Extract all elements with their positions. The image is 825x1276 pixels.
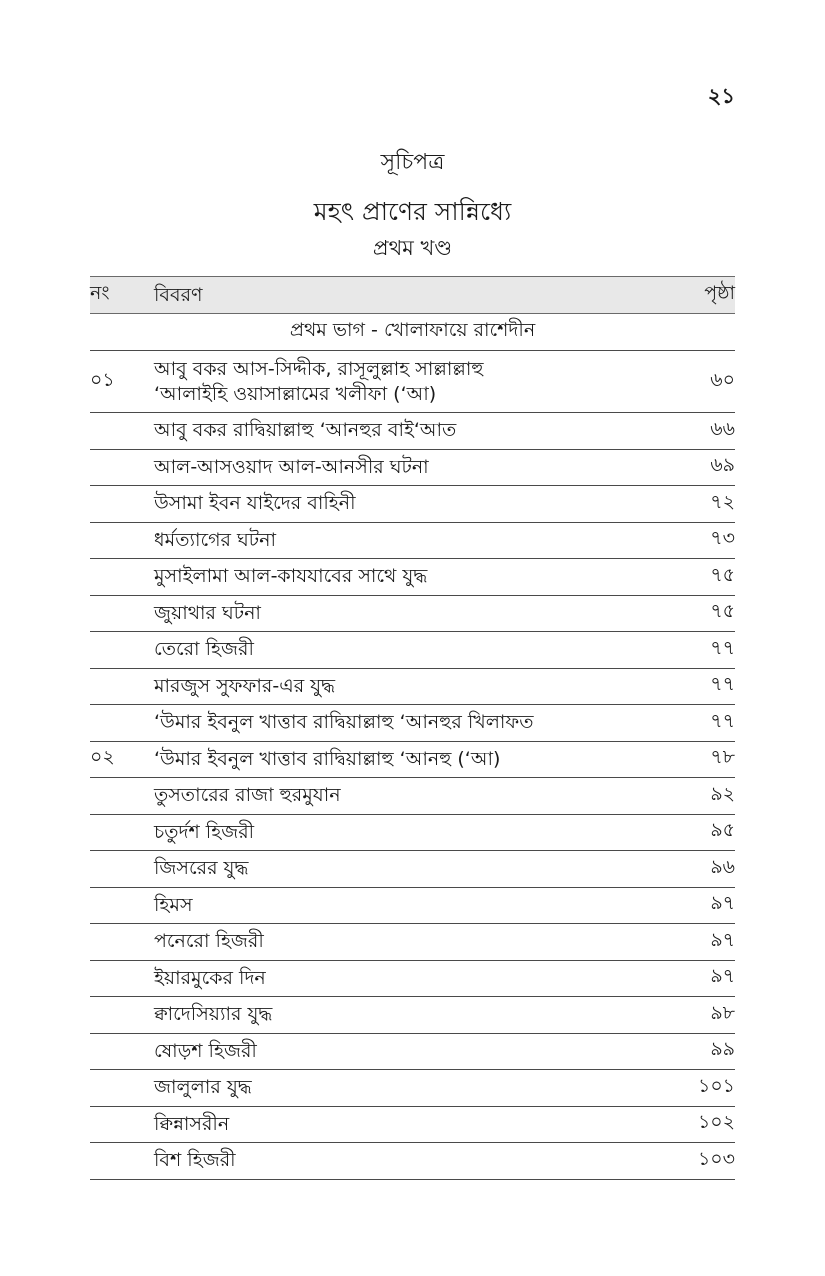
entry-title-cell — [146, 351, 655, 413]
entry-number — [90, 924, 146, 961]
entry-page-number: ৭৫ — [710, 563, 735, 586]
table-row — [90, 449, 735, 486]
entry-title-cell — [146, 559, 655, 596]
entry-page-number: ৬৯ — [710, 454, 735, 477]
table-row — [90, 413, 735, 450]
entry-title[interactable]: চতুর্দশ হিজরী — [154, 820, 255, 843]
entry-title[interactable]: আবু বকর আস-সিদ্দীক, রাসূলুল্লাহ সাল্লাল্লাহু ‘আলাইহি ওয়াসাল্লামের খলীফা (‘আ) — [154, 357, 484, 405]
section-title: প্রথম ভাগ - খোলাফায়ে রাশেদীন — [289, 319, 536, 341]
entry-page-number: ৯৮ — [710, 1001, 735, 1024]
column-header-page: পৃষ্ঠা — [704, 282, 735, 304]
column-header-description — [146, 277, 655, 314]
entry-page-number: ৭৫ — [710, 600, 735, 623]
table-row — [90, 522, 735, 559]
entry-title[interactable]: মারজুস সুফফার-এর যুদ্ধ — [154, 674, 336, 697]
entry-page-number: ৬৬ — [710, 417, 735, 440]
table-body — [90, 314, 735, 1180]
table-row — [90, 1070, 735, 1107]
entry-title[interactable]: তেরো হিজরী — [154, 638, 254, 661]
entry-page-number: ১০২ — [697, 1111, 735, 1134]
entry-page-number: ৯৭ — [710, 965, 735, 988]
entry-title[interactable]: হিমস — [154, 893, 193, 916]
table-row — [90, 851, 735, 888]
entry-number — [90, 668, 146, 705]
entry-title[interactable]: তুসতারের রাজা হুরমুযান — [154, 784, 341, 807]
table-row — [90, 351, 735, 413]
entry-title[interactable]: জুয়াথার ঘটনা — [154, 601, 261, 624]
entry-title-cell — [146, 778, 655, 815]
entry-number — [90, 632, 146, 669]
entry-number — [90, 778, 146, 815]
entry-page-number: ৯৫ — [710, 819, 735, 842]
entry-title-cell — [146, 1143, 655, 1180]
entry-page-number: ১০৩ — [697, 1147, 735, 1170]
entry-title[interactable]: ষোড়শ হিজরী — [154, 1039, 257, 1062]
entry-title[interactable]: জিসরের যুদ্ধ — [154, 857, 249, 880]
entry-number — [90, 1106, 146, 1143]
entry-title-cell — [146, 960, 655, 997]
table-row — [90, 997, 735, 1034]
entry-title[interactable]: মুসাইলামা আল-কাযযাবের সাথে যুদ্ধ — [154, 565, 428, 588]
table-row — [90, 1033, 735, 1070]
volume-title: প্রথম খণ্ড — [372, 236, 453, 260]
entry-page-number: ৭৮ — [710, 746, 735, 769]
entry-number — [90, 851, 146, 888]
entry-title-cell — [146, 595, 655, 632]
toc-heading: সূচিপত্র — [380, 150, 445, 175]
entry-page-number: ৭৭ — [710, 673, 735, 696]
table-row — [90, 632, 735, 669]
entry-title[interactable]: ক্বাদেসিয়্যার যুদ্ধ — [154, 1003, 273, 1026]
column-header-number: নং — [90, 282, 110, 304]
entry-title-cell — [146, 851, 655, 888]
table-row — [90, 595, 735, 632]
entry-title[interactable]: আল-আসওয়াদ আল-আনসীর ঘটনা — [154, 455, 429, 478]
entry-title-cell — [146, 997, 655, 1034]
entry-number — [90, 522, 146, 559]
entry-title-cell — [146, 741, 655, 778]
entry-title-cell — [146, 1106, 655, 1143]
entry-title-cell — [146, 924, 655, 961]
entry-page-number: ৭৭ — [710, 709, 735, 732]
entry-number — [90, 887, 146, 924]
column-header-description-label: বিবরণ — [154, 283, 203, 306]
table-row — [90, 1143, 735, 1180]
entry-title[interactable]: বিশ হিজরী — [154, 1149, 236, 1172]
table-row — [90, 486, 735, 523]
entry-page-number: ৯৭ — [710, 928, 735, 951]
table-header-row — [90, 277, 735, 314]
table-row — [90, 1106, 735, 1143]
entry-number — [90, 449, 146, 486]
entry-page-number: ১০১ — [697, 1074, 735, 1097]
entry-number — [90, 960, 146, 997]
table-row — [90, 887, 735, 924]
table-row — [90, 814, 735, 851]
toc-table — [90, 276, 735, 1180]
entry-title[interactable]: ‘উমার ইবনুল খাত্তাব রাদ্বিয়াল্লাহু ‘আনহুর খিলাফত — [154, 711, 534, 734]
entry-number: ০২ — [90, 746, 115, 769]
entry-number — [90, 595, 146, 632]
table-row — [90, 668, 735, 705]
entry-number — [90, 1070, 146, 1107]
entry-title-cell — [146, 1033, 655, 1070]
book-title: মহৎ প্রাণের সান্নিধ্যে — [313, 197, 512, 226]
entry-number — [90, 1033, 146, 1070]
entry-title-cell — [146, 449, 655, 486]
table-row — [90, 741, 735, 778]
entry-page-number: ৭৭ — [710, 636, 735, 659]
entry-number — [90, 1143, 146, 1180]
entry-number — [90, 559, 146, 596]
entry-number: ০১ — [90, 368, 115, 391]
entry-title-cell — [146, 887, 655, 924]
table-row — [90, 705, 735, 742]
entry-title[interactable]: ক্বিন্নাসরীন — [154, 1112, 230, 1135]
page-number: ২১ — [707, 84, 735, 108]
entry-title[interactable]: জালুলার যুদ্ধ — [154, 1076, 252, 1099]
entry-number — [90, 413, 146, 450]
table-row — [90, 778, 735, 815]
entry-page-number: ৯৭ — [710, 892, 735, 915]
entry-number — [90, 814, 146, 851]
entry-title-cell — [146, 522, 655, 559]
section-row — [90, 314, 735, 351]
entry-page-number: ৯৬ — [710, 855, 735, 878]
entry-title-cell — [146, 705, 655, 742]
entry-page-number: ৯২ — [710, 782, 735, 805]
entry-page-number: ৭৩ — [710, 527, 735, 550]
entry-title[interactable]: ইয়ারমুকের দিন — [154, 966, 266, 989]
entry-title[interactable]: ‘উমার ইবনুল খাত্তাব রাদ্বিয়াল্লাহু ‘আনহু (‘আ) — [154, 747, 501, 770]
entry-title-cell — [146, 668, 655, 705]
entry-title[interactable]: উসামা ইবন যাইদের বাহিনী — [154, 492, 356, 515]
entry-page-number: ৯৯ — [710, 1038, 735, 1061]
entry-title-cell — [146, 632, 655, 669]
entry-number — [90, 705, 146, 742]
entry-title-cell — [146, 486, 655, 523]
entry-page-number: ৭২ — [710, 490, 735, 513]
entry-number — [90, 997, 146, 1034]
entry-title[interactable]: আবু বকর রাদ্বিয়াল্লাহু ‘আনহুর বাই‘আত — [154, 419, 457, 442]
entry-title-cell — [146, 814, 655, 851]
entry-title-cell — [146, 413, 655, 450]
entry-title-cell — [146, 1070, 655, 1107]
table-row — [90, 559, 735, 596]
entry-title[interactable]: পনেরো হিজরী — [154, 930, 264, 953]
entry-number — [90, 486, 146, 523]
table-row — [90, 924, 735, 961]
table-row — [90, 960, 735, 997]
entry-page-number: ৬০ — [710, 368, 735, 391]
entry-title[interactable]: ধর্মত্যাগের ঘটনা — [154, 528, 276, 551]
